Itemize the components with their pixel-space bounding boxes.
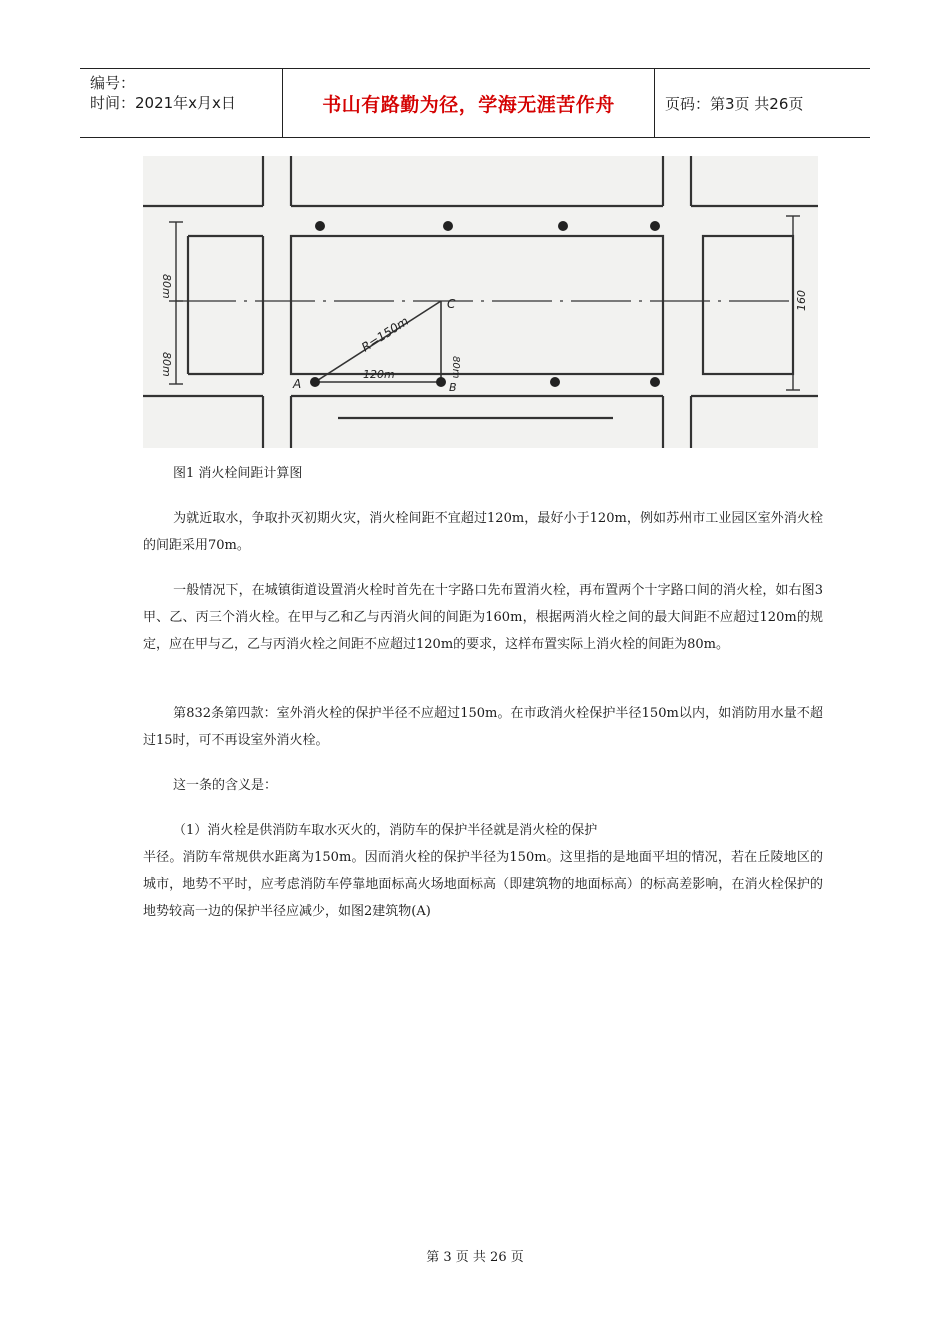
paragraph-2: 一般情况下，在城镇街道设置消火栓时首先在十字路口先布置消火栓，再布置两个十字路口间的消火栓，如右图3甲、乙、丙三个消火栓。在甲与乙和乙与丙消火间的间距为160m，根据两消火栓之间的最大间距不应超过120m的规定，应在甲与乙，乙与丙消火栓之间距不应超过120m的要求，这样布置实际上消火栓的间距为80m。 [143,583,823,652]
left-bottom-dim-label: 80m [160,352,173,377]
page-header [80,68,870,138]
central-block [291,236,663,374]
paragraph-4: 这一条的含义是： [173,778,278,793]
radius-label: R=150m [359,313,412,355]
hydrant-dot-a [310,377,320,387]
figure-caption: 图1 消火栓间距计算图 [173,466,303,481]
point-b-label: B [449,381,457,394]
hydrant-diagram [143,156,818,448]
paragraph-1: 为就近取水，争取扑灭初期火灾，消火栓间距不宜超过120m，最好小于120m，例如苏州市工业园区室外消火栓的间距采用70m。 [143,511,823,553]
motto-text: 书山有路勤为径，学海无涯苦作舟 [322,93,615,116]
dist-bc-label: 80m [450,356,461,379]
point-a-label: A [293,377,302,391]
left-top-dim-label: 80m [160,274,173,299]
paragraph-3: 第832条第四款：室外消火栓的保护半径不应超过150m。在市政消火栓保护半径150m以内，如消防用水量不超过15时，可不再设室外消火栓。 [143,706,823,748]
hydrant-spacing-figure [143,156,818,448]
right-dim-label: 160 [795,290,808,311]
paragraph-5-body: 半径。消防车常规供水距离为150m。因而消火栓的保护半径为150m。这里指的是地面平坦的情况，若在丘陵地区的城市，地势不平时，应考虑消防车停靠地面标高火场地面标高（即建筑物的地面标高）的标高差影响，在消火栓保护的地势较高一边的保护半径应减少，如图2建筑物(A) [143,850,823,919]
hydrant-dot [558,221,568,231]
paragraph-5-first-line: （1）消火栓是供消防车取水灭火的，消防车的保护半径就是消火栓的保护 [173,823,598,838]
page-footer: 第 3 页 共 26 页 [426,1250,524,1265]
page-label: 页码：第3页 共26页 [665,94,804,113]
header-page-cell [655,69,870,137]
time-label: 时间：2021年x月x日 [90,94,236,112]
hydrant-dot [315,221,325,231]
header-left-cell [80,69,282,137]
number-label: 编号： [90,74,136,92]
hydrant-dot [650,221,660,231]
hydrant-dot [650,377,660,387]
hydrant-dot [550,377,560,387]
point-c-label: C [447,297,456,311]
dist-ab-label: 120m [363,368,395,381]
hydrant-dot [443,221,453,231]
right-block [703,236,793,374]
hydrant-dot-b [436,377,446,387]
header-motto-cell [282,69,655,137]
